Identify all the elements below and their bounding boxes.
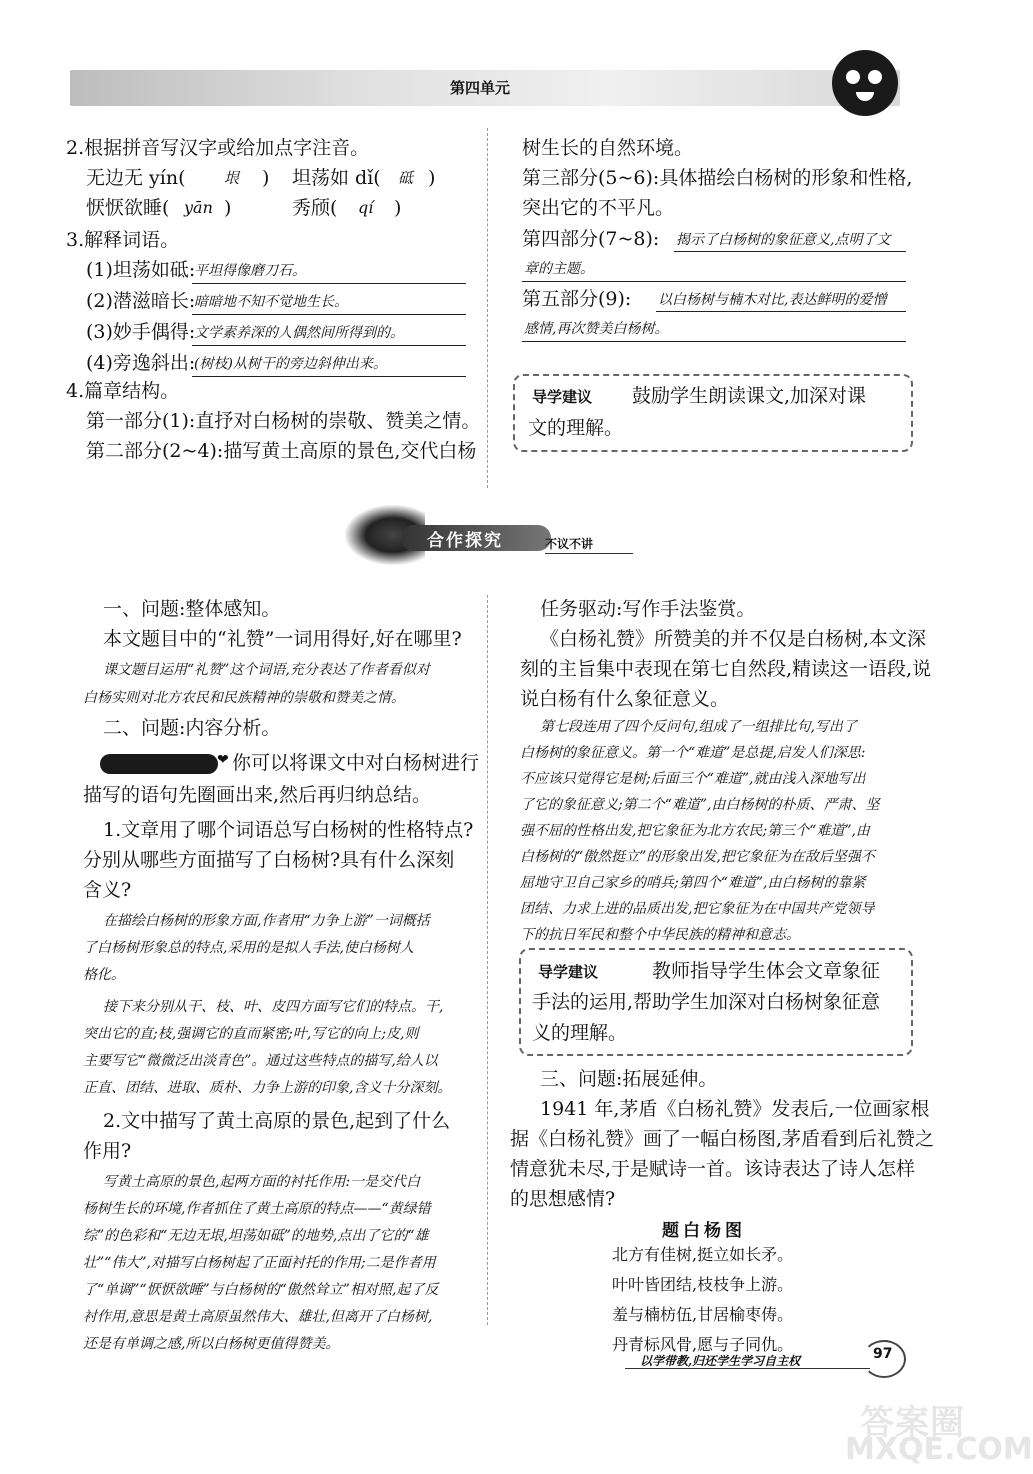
part5-answer: 感情,再次赞美白杨树。 [524, 321, 669, 337]
footer-slogan: 以学带教,归还学生学习自主权 [640, 1354, 801, 1368]
column-divider-bottom [487, 595, 488, 1325]
answer-underline [656, 311, 906, 312]
mascot-icon [832, 50, 898, 116]
q3-text: 1941 年,茅盾《白杨礼赞》发表后,一位画家根 [540, 1098, 930, 1120]
q3-answer: 暗暗地不知不觉地生长。 [194, 294, 348, 310]
q2-answer-d: qí [358, 198, 374, 217]
q2-2-answer: 了“单调”“恹恹欲睡”与白杨树的“傲然耸立”相对照,起了反 [83, 1282, 439, 1298]
task-answer: 团结、力求上进的品质出发,把它象征为在中国共产党领导 [520, 901, 875, 917]
part5-label: 第五部分(9): [522, 288, 632, 310]
q2-section-title: 二、问题:内容分析。 [103, 717, 281, 739]
task-text: 刻的主旨集中表现在第七自然段,精读这一语段,说 [520, 658, 932, 680]
answer-underline [192, 345, 466, 346]
close-paren: ) [394, 197, 402, 219]
guide-tag: 导学建议 [534, 961, 602, 982]
section-banner [345, 505, 635, 565]
q2-2-answer: 写黄土高原的景色,起两方面的衬托作用:一是交代白 [103, 1174, 421, 1190]
answer-underline [522, 341, 906, 342]
part4-answer: 揭示了白杨树的象征意义,点明了文 [676, 232, 891, 248]
watermark-url: MXQE.COM [845, 1432, 1033, 1467]
q2-answer-b: 砥 [398, 169, 414, 187]
poem-line: 叶叶皆团结,枝枝争上游。 [612, 1275, 794, 1294]
close-paren: ) [428, 167, 436, 189]
q3-section-title: 三、问题:拓展延伸。 [540, 1068, 718, 1090]
answer-underline [522, 281, 906, 282]
task-answer: 白杨树的“傲然挺立”的形象出发,把它象征为在敌后坚强不 [520, 849, 875, 865]
guide-tag: 导学建议 [528, 386, 596, 407]
q2-1-text: 1.文章用了哪个词语总写白杨树的性格特点? [103, 819, 474, 841]
structure-line: 树生长的自然环境。 [522, 137, 694, 159]
q2-intro: 描写的语句先圈画出来,然后再归纳总结。 [83, 784, 432, 806]
part5-answer: 以白杨树与楠木对比,表达鲜明的爱憎 [658, 292, 887, 308]
redacted-mark [100, 754, 218, 774]
answer-underline [192, 314, 466, 315]
task-answer: 白杨树的象征意义。第一个“难道”是总提,启发人们深思: [520, 745, 866, 761]
guide-text: 义的理解。 [532, 1022, 628, 1044]
poem-line: 北方有佳树,挺立如长矛。 [612, 1245, 794, 1264]
task-answer: 屈地守卫自己家乡的哨兵;第四个“难道”,由白杨树的靠紧 [520, 875, 866, 891]
structure-line: 第三部分(5~6):具体描绘白杨树的形象和性格, [522, 167, 913, 189]
task-answer: 不应该只觉得它是树;后面三个“难道”,就由浅入深地写出 [520, 771, 866, 787]
q2-answer-a: 垠 [224, 169, 240, 187]
q2-1-answer: 接下来分别从干、枝、叶、皮四方面写它们的特点。干, [103, 999, 444, 1015]
watermark-text: 答案圈 [860, 1403, 965, 1443]
q2-1-answer: 正直、团结、进取、质朴、力争上游的印象,含义十分深刻。 [83, 1080, 452, 1096]
q2-1-text: 分别从哪些方面描写了白杨树?具有什么深刻 [83, 849, 455, 871]
answer-underline [192, 376, 466, 377]
q3-text: 据《白杨礼赞》画了一幅白杨图,茅盾看到后礼赞之 [510, 1128, 935, 1150]
unit-title: 第四单元 [450, 79, 511, 97]
column-divider-top [487, 128, 488, 488]
task-text: 《白杨礼赞》所赞美的并不仅是白杨树,本文深 [540, 628, 927, 650]
q3-answer: (树枝)从树干的旁边斜伸出来。 [194, 356, 387, 372]
task-answer: 下的抗日军民和整个中华民族的精神和意志。 [520, 927, 800, 943]
q2-2-answer: 综”的色彩和“无边无垠,坦荡如砥”的地势,点出了它的“雄 [83, 1228, 429, 1244]
page-number: 97 [873, 1346, 893, 1362]
q2-2-answer: 衬作用,意思是黄土高原虽然伟大、雄壮,但离开了白杨树, [83, 1309, 433, 1325]
q2-item-c: 恹恹欲睡( [86, 197, 170, 219]
q2-1-answer: 主要写它“微微泛出淡青色”。通过这些特点的描写,给人以 [83, 1053, 438, 1069]
structure-line: 突出它的不平凡。 [522, 197, 675, 219]
close-paren: ) [262, 167, 270, 189]
banner-title: 合作探究 [427, 531, 503, 551]
q3-answer: 文学素养深的人偶然间所得到的。 [194, 325, 404, 341]
q2-1-answer: 在描绘白杨树的形象方面,作者用“力争上游”一词概括 [103, 913, 430, 929]
q3-label: (4)旁逸斜出: [86, 352, 196, 374]
q3-answer: 平坦得像磨刀石。 [194, 263, 306, 279]
q3-text: 的思想感情? [510, 1188, 616, 1210]
poem-line: 丹青标风骨,愿与子同仇。 [612, 1335, 794, 1354]
q3-title: 3.解释词语。 [66, 229, 180, 251]
q3-label: (1)坦荡如砥: [86, 259, 196, 281]
q2-item-a: 无边无 yín( [86, 167, 186, 189]
guide-text: 教师指导学生体会文章象征 [652, 960, 881, 982]
guide-text: 鼓励学生朗读课文,加深对课 [632, 385, 867, 407]
part4-answer: 章的主题。 [524, 261, 594, 277]
q1-answer: 白杨实则对北方农民和民族精神的崇敬和赞美之情。 [83, 690, 405, 706]
q4-line: 第一部分(1):直抒对白杨树的崇敬、赞美之情。 [86, 410, 481, 432]
q1-text: 本文题目中的“礼赞”一词用得好,好在哪里? [103, 628, 462, 650]
heart-icon: ❤ [217, 752, 229, 768]
q1-answer: 课文题目运用“礼赞”这个词语,充分表达了作者看似对 [103, 662, 430, 678]
poem-line: 羞与楠枋伍,甘居榆枣俦。 [612, 1305, 794, 1324]
q2-1-answer: 了白杨树形象总的特点,采用的是拟人手法,使白杨树人 [83, 940, 414, 956]
q2-title: 2.根据拼音写汉字或给加点字注音。 [66, 137, 370, 159]
close-paren: ) [224, 197, 232, 219]
task-answer: 强不屈的性格出发,把它象征为北方农民;第三个“难道”,由 [520, 823, 870, 839]
q2-1-answer: 格化。 [83, 967, 125, 983]
q2-2-text: 2.文中描写了黄土高原的景色,起到了什么 [103, 1110, 451, 1132]
q2-item-b: 坦荡如 dǐ( [292, 167, 381, 189]
part4-label: 第四部分(7~8): [522, 228, 660, 250]
banner-subtitle: 不议不讲 [545, 537, 594, 551]
q2-2-answer: 还是有单调之感,所以白杨树更值得赞美。 [83, 1336, 340, 1352]
q2-answer-c: yān [184, 198, 213, 217]
guide-text: 手法的运用,帮助学生加深对白杨树象征意 [532, 991, 881, 1013]
q2-item-d: 秀颀( [292, 197, 338, 219]
q2-1-text: 含义? [83, 879, 132, 901]
q3-text: 情意犹未尽,于是赋诗一首。该诗表达了诗人怎样 [510, 1158, 916, 1180]
task-answer: 了它的象征意义;第二个“难道”,由白杨树的朴质、严肃、坚 [520, 797, 880, 813]
q2-1-answer: 突出它的直;枝,强调它的直而紧密;叶,写它的向上;皮,则 [83, 1026, 419, 1042]
guide-text: 文的理解。 [528, 417, 624, 439]
q2-2-text: 作用? [83, 1140, 132, 1162]
answer-underline [674, 251, 906, 252]
footer-rule [625, 1368, 870, 1369]
task-answer: 第七段连用了四个反问句,组成了一组排比句,写出了 [540, 719, 857, 735]
q2-intro: 你可以将课文中对白杨树进行 [232, 752, 480, 774]
q3-label: (2)潜滋暗长: [86, 290, 196, 312]
task-text: 说白杨有什么象征意义。 [520, 688, 730, 710]
q3-label: (3)妙手偶得: [86, 321, 196, 343]
answer-underline [192, 283, 466, 284]
q4-title: 4.篇章结构。 [66, 380, 180, 402]
q1-title: 一、问题:整体感知。 [103, 598, 281, 620]
q2-2-answer: 杨树生长的环境,作者抓住了黄土高原的特点——“黄绿错 [83, 1201, 431, 1217]
q2-2-answer: 壮”“伟大”,对描写白杨树起了正面衬托的作用;二是作者用 [83, 1255, 436, 1271]
poem-title: 题白杨图 [662, 1221, 746, 1241]
q4-line: 第二部分(2~4):描写黄土高原的景色,交代白杨 [86, 440, 477, 462]
task-title: 任务驱动:写作手法鉴赏。 [540, 598, 756, 620]
